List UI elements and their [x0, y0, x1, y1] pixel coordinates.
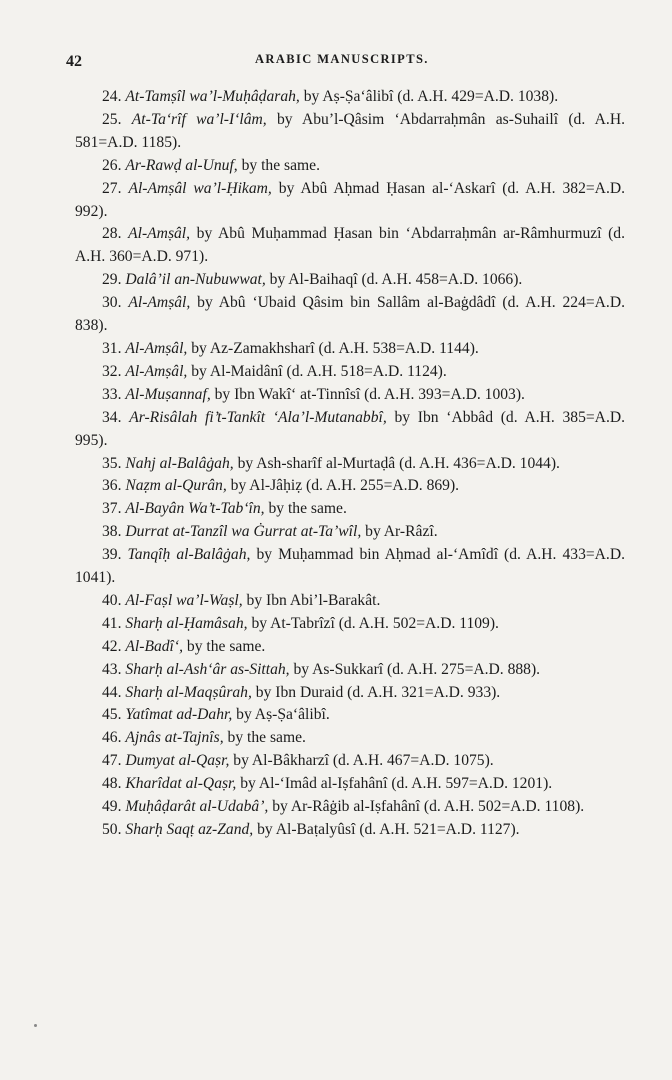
- entry-number: 45 .: [102, 706, 125, 723]
- entry-author: by the same.: [227, 729, 306, 747]
- entry-number: 30 .: [102, 294, 128, 311]
- list-item: [75, 613, 625, 636]
- entry-number: 43 .: [102, 661, 125, 678]
- entry-author: by Ibn Wakî‘ at-Tinnîsî (d. A.H. 393=A.D. 1003).: [214, 385, 525, 403]
- entry-title: Dumyat al-Qaṣr,: [125, 752, 230, 770]
- entry-author: by Abû Aḥmad Ḥasan al-‘Askarî (d. A.H. 382=A.D. 992).: [75, 179, 626, 220]
- entry-author: by Ibn Duraid (d. A.H. 321=A.D. 933).: [255, 683, 501, 701]
- entry-number: 48 .: [102, 775, 125, 792]
- entry-number: 41 .: [102, 615, 125, 632]
- entry-author: by Ar-Râġib al-Iṣfahânî (d. A.H. 502=A.D. 1108).: [272, 798, 585, 816]
- list-item: [75, 269, 625, 292]
- entry-author: by Ar-Râzî.: [365, 523, 438, 541]
- entry-number: 33 .: [102, 386, 125, 403]
- entry-number: 37 .: [102, 500, 125, 517]
- list-item: [75, 361, 625, 384]
- entry-number: 35 .: [102, 455, 125, 472]
- entry-author: by Aṣ-Ṣa‘âlibî (d. A.H. 429=A.D. 1038).: [303, 88, 559, 105]
- entry-title: Sharḥ Saqṭ az-Zand,: [125, 821, 254, 838]
- list-item: [75, 590, 625, 613]
- entry-number: 49 .: [102, 798, 125, 815]
- entry-title: Ar-Risâlah fi’t-Tankît ‘Ala’l-Mutanabbî,: [129, 408, 387, 426]
- entry-author: by Ibn ‘Abbâd (d. A.H. 385=A.D. 995).: [75, 408, 625, 449]
- entry-title: Al-Faṣl wa’l-Waṣl,: [125, 591, 243, 609]
- entry-number: 28 .: [102, 225, 128, 242]
- list-item: [75, 223, 625, 269]
- list-item: [75, 544, 625, 590]
- entry-author: by Abu’l-Qâsim ‘Abdarraḥmân as-Suhailî (d. A.H. 581=A.D. 1185).: [75, 110, 625, 151]
- entry-number: 26 .: [102, 157, 125, 174]
- entry-title: Tanqîḥ al-Balâġah,: [127, 546, 251, 564]
- entry-title: Al-Amṣâl,: [125, 362, 188, 380]
- entry-title: Al-Muṣannaf,: [125, 385, 211, 403]
- running-head: ARABIC MANUSCRIPTS.: [255, 52, 429, 66]
- entry-title: Muḥâḍarât al-Udabâ’,: [125, 798, 269, 816]
- entry-number: 27 .: [102, 180, 128, 197]
- entry-author: by As-Sukkarî (d. A.H. 275=A.D. 888).: [293, 660, 541, 678]
- entry-author: by Abû ‘Ubaid Qâsim bin Sallâm al-Baġdâdî (d. A.H. 224=A.D. 838).: [75, 294, 625, 335]
- entry-number: 50 .: [102, 821, 125, 838]
- list-item: [75, 475, 625, 498]
- list-item: [75, 109, 625, 155]
- entry-author: by At-Tabrîzî (d. A.H. 502=A.D. 1109).: [251, 614, 499, 632]
- entry-number: 29 .: [102, 271, 125, 288]
- entry-title: Naẓm al-Qurân,: [125, 477, 227, 495]
- entry-number: 31 .: [102, 340, 125, 357]
- entry-number: 34 .: [102, 409, 129, 426]
- entry-author: by Ash-sharîf al-Murtaḍâ (d. A.H. 436=A.D. 1044).: [237, 454, 560, 472]
- entry-number: 39 .: [102, 546, 128, 563]
- entry-title: At-Tamṣîl wa’l-Muḥâḍarah,: [125, 88, 300, 105]
- entry-author: by Az-Zamakhsharî (d. A.H. 538=A.D. 1144).: [191, 339, 479, 357]
- entry-number: 42 .: [102, 638, 125, 655]
- entry-author: by Al-Baihaqî (d. A.H. 458=A.D. 1066).: [269, 271, 523, 289]
- list-item: [75, 155, 625, 178]
- list-item: [75, 750, 625, 773]
- entry-author: by Ibn Abi’l-Barakât.: [246, 591, 381, 609]
- entry-author: by Al-Baṭalyûsî (d. A.H. 521=A.D. 1127).: [257, 821, 520, 838]
- entry-title: Durrat at-Tanzîl wa Ġurrat at-Ta’wîl,: [125, 523, 362, 541]
- entry-title: Al-Amṣâl,: [128, 294, 191, 312]
- list-item: [75, 292, 625, 338]
- entry-number: 24 .: [102, 88, 125, 105]
- list-item: [75, 704, 625, 727]
- entry-number: 25 .: [102, 111, 132, 128]
- list-item: [75, 773, 625, 796]
- entry-number: 32 .: [102, 363, 125, 380]
- entry-title: Ajnâs at-Tajnîs,: [125, 729, 224, 747]
- list-item: [75, 659, 625, 682]
- page-number: 42: [66, 53, 82, 70]
- entry-author: by Abû Muḥammad Ḥasan bin ‘Abdarraḥmân ar-Râmhurmuzî (d. A.H. 360=A.D. 971).: [75, 225, 626, 266]
- entry-title: Kharîdat al-Qaṣr,: [125, 775, 237, 793]
- entry-author: by Al-Bâkharzî (d. A.H. 467=A.D. 1075).: [233, 752, 494, 770]
- entry-author: by Aṣ-Ṣa‘âlibî.: [236, 706, 330, 724]
- entry-title: Nahj al-Balâġah,: [125, 454, 234, 472]
- entry-title: Al-Amṣâl,: [128, 225, 191, 243]
- list-item: [75, 498, 625, 521]
- entry-title: Al-Amṣâl wa’l-Ḥikam,: [128, 179, 272, 197]
- entry-number: 36 .: [102, 477, 125, 494]
- entry-title: Al-Badî‘,: [125, 637, 183, 655]
- list-item: [75, 407, 625, 453]
- entry-author: by the same.: [241, 156, 320, 174]
- list-item: [75, 682, 625, 705]
- manuscript-list: [75, 86, 625, 842]
- entry-number: 44 .: [102, 684, 125, 701]
- entry-title: Yatîmat ad-Dahr,: [125, 706, 233, 724]
- list-item: [75, 636, 625, 659]
- list-item: [75, 727, 625, 750]
- entry-author: by the same.: [268, 500, 347, 518]
- entry-title: Ar-Rawḍ al-Unuf,: [125, 156, 238, 174]
- entry-title: At-Ta‘rîf wa’l-I‘lâm,: [131, 110, 267, 128]
- entry-title: Al-Amṣâl,: [125, 339, 188, 357]
- entry-author: by the same.: [186, 637, 266, 655]
- entry-author: by Muḥammad bin Aḥmad al-‘Amîdî (d. A.H. 433=A.D. 1041).: [75, 546, 625, 587]
- entry-title: Sharḥ al-Ash‘âr as-Sittah,: [125, 660, 290, 678]
- entry-title: Sharḥ al-Maqṣûrah,: [125, 683, 252, 701]
- list-item: [75, 338, 625, 361]
- entry-number: 46 .: [102, 729, 125, 746]
- entry-number: 40 .: [102, 592, 125, 609]
- list-item: [75, 86, 625, 109]
- entry-author: by Al-Jâḥiẓ (d. A.H. 255=A.D. 869).: [230, 477, 460, 495]
- list-item: [75, 178, 625, 224]
- entry-author: by Al-‘Imâd al-Iṣfahânî (d. A.H. 597=A.D. 1201).: [240, 775, 553, 793]
- entry-author: by Al-Maidânî (d. A.H. 518=A.D. 1124).: [191, 362, 447, 380]
- list-item: [75, 819, 625, 842]
- ink-speck: [34, 1024, 37, 1027]
- entry-number: 47 .: [102, 752, 125, 769]
- entry-title: Dalâ’il an-Nubuwwat,: [125, 271, 266, 289]
- list-item: [75, 384, 625, 407]
- list-item: [75, 521, 625, 544]
- entry-title: Al-Bayân Wa’t-Tab‘în,: [125, 500, 265, 518]
- entry-number: 38 .: [102, 523, 125, 540]
- list-item: [75, 796, 625, 819]
- entry-title: Sharḥ al-Ḥamâsah,: [125, 614, 248, 632]
- list-item: [75, 453, 625, 476]
